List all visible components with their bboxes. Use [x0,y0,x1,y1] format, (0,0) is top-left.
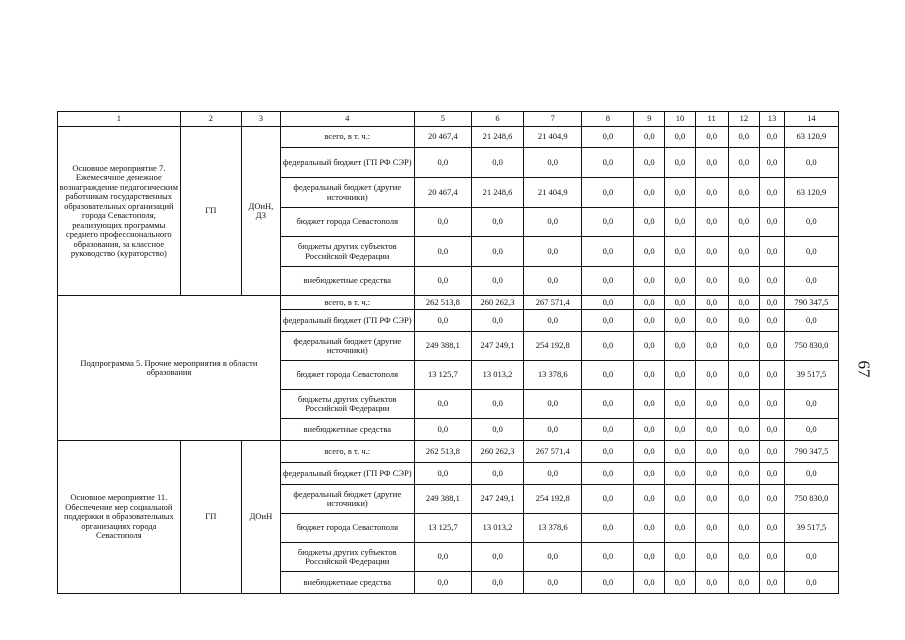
amount-value: 0,0 [760,543,785,572]
amount-value: 0,0 [524,543,582,572]
amount-value: 0,0 [524,148,582,178]
amount-value: 0,0 [728,237,760,267]
funding-source: бюджеты других субъектов Российской Федерации [280,543,414,572]
amount-value: 0,0 [695,332,728,361]
amount-value: 0,0 [524,463,582,485]
amount-value: 21 248,6 [471,178,523,208]
program-code: ГП [180,127,241,296]
page-number: 67 [854,360,874,378]
amount-value: 13 125,7 [414,361,471,390]
amount-value: 0,0 [634,463,665,485]
amount-value: 0,0 [582,178,634,208]
column-number: 14 [784,112,838,127]
amount-value: 0,0 [728,310,760,332]
amount-value: 267 571,4 [524,441,582,463]
amount-value: 0,0 [760,485,785,514]
amount-value: 0,0 [665,127,696,148]
amount-value: 13 125,7 [414,514,471,543]
amount-value: 260 262,3 [471,441,523,463]
column-number: 7 [524,112,582,127]
funding-source: бюджет города Севастополя [280,361,414,390]
amount-value: 0,0 [695,361,728,390]
amount-value: 13 013,2 [471,514,523,543]
amount-value: 0,0 [728,463,760,485]
amount-value: 0,0 [760,332,785,361]
amount-value: 0,0 [665,463,696,485]
amount-value: 0,0 [665,332,696,361]
funding-source: всего, в т. ч.: [280,441,414,463]
total-value: 750 830,0 [784,485,838,514]
amount-value: 0,0 [760,310,785,332]
amount-value: 0,0 [471,148,523,178]
section-title: Основное мероприятие 11. Обеспечение мер социальной поддержки в образовательных организациях города Севастополя [58,441,181,594]
column-number: 4 [280,112,414,127]
amount-value: 0,0 [582,514,634,543]
amount-value: 0,0 [665,178,696,208]
total-value: 0,0 [784,419,838,441]
amount-value: 0,0 [665,390,696,419]
amount-value: 0,0 [695,237,728,267]
amount-value: 0,0 [524,310,582,332]
amount-value: 0,0 [414,208,471,237]
amount-value: 254 192,8 [524,485,582,514]
amount-value: 20 467,4 [414,127,471,148]
amount-value: 0,0 [582,441,634,463]
amount-value: 0,0 [414,543,471,572]
amount-value: 13 378,6 [524,514,582,543]
amount-value: 0,0 [582,361,634,390]
amount-value: 0,0 [634,572,665,594]
funding-source: федеральный бюджет (ГП РФ СЭР) [280,463,414,485]
amount-value: 0,0 [414,419,471,441]
total-value: 63 120,9 [784,178,838,208]
funding-source: внебюджетные средства [280,419,414,441]
column-number: 3 [241,112,280,127]
amount-value: 249 388,1 [414,332,471,361]
amount-value: 0,0 [760,463,785,485]
amount-value: 0,0 [582,390,634,419]
table-row [58,296,839,310]
amount-value: 0,0 [582,148,634,178]
amount-value: 0,0 [760,237,785,267]
amount-value: 0,0 [760,127,785,148]
amount-value: 0,0 [634,237,665,267]
amount-value: 0,0 [665,148,696,178]
column-number: 6 [471,112,523,127]
amount-value: 262 513,8 [414,441,471,463]
amount-value: 254 192,8 [524,332,582,361]
amount-value: 249 388,1 [414,485,471,514]
amount-value: 0,0 [471,390,523,419]
amount-value: 0,0 [634,485,665,514]
executor: ДОиН [241,441,280,594]
column-number: 8 [582,112,634,127]
funding-source: федеральный бюджет (другие источники) [280,178,414,208]
amount-value: 0,0 [695,514,728,543]
amount-value: 0,0 [414,237,471,267]
total-value: 0,0 [784,237,838,267]
amount-value: 0,0 [665,208,696,237]
column-number-row [58,112,839,127]
amount-value: 0,0 [471,572,523,594]
total-value: 790 347,5 [784,441,838,463]
amount-value: 0,0 [634,543,665,572]
amount-value: 0,0 [728,148,760,178]
amount-value: 0,0 [695,572,728,594]
amount-value: 0,0 [728,332,760,361]
amount-value: 0,0 [524,267,582,296]
amount-value: 0,0 [728,267,760,296]
amount-value: 0,0 [634,208,665,237]
amount-value: 0,0 [695,310,728,332]
amount-value: 0,0 [665,543,696,572]
amount-value: 0,0 [760,267,785,296]
total-value: 0,0 [784,572,838,594]
amount-value: 247 249,1 [471,332,523,361]
amount-value: 0,0 [582,208,634,237]
amount-value: 0,0 [634,441,665,463]
budget-table-body [58,127,839,594]
total-value: 0,0 [784,543,838,572]
amount-value: 13 378,6 [524,361,582,390]
amount-value: 0,0 [634,390,665,419]
funding-source: бюджеты других субъектов Российской Федерации [280,390,414,419]
amount-value: 0,0 [582,310,634,332]
amount-value: 0,0 [582,419,634,441]
amount-value: 0,0 [695,485,728,514]
amount-value: 0,0 [695,208,728,237]
funding-source: бюджет города Севастополя [280,208,414,237]
amount-value: 0,0 [524,572,582,594]
amount-value: 0,0 [695,148,728,178]
amount-value: 0,0 [634,178,665,208]
amount-value: 0,0 [634,127,665,148]
total-value: 790 347,5 [784,296,838,310]
total-value: 750 830,0 [784,332,838,361]
amount-value: 0,0 [695,267,728,296]
amount-value: 0,0 [524,208,582,237]
amount-value: 0,0 [728,390,760,419]
section-title: Подпрограмма 5. Прочие мероприятия в области образования [58,296,281,441]
amount-value: 0,0 [695,419,728,441]
amount-value: 20 467,4 [414,178,471,208]
amount-value: 0,0 [582,296,634,310]
amount-value: 0,0 [414,463,471,485]
amount-value: 0,0 [760,208,785,237]
amount-value: 0,0 [582,543,634,572]
amount-value: 267 571,4 [524,296,582,310]
amount-value: 0,0 [665,267,696,296]
section-title: Основное мероприятие 7. Ежемесячное денежное вознаграждение педагогическим работникам государственных образовательных организаций города Севастополя, реализующих программы среднего профессионального образования, за классное руководство (кураторство) [58,127,181,296]
amount-value: 247 249,1 [471,485,523,514]
total-value: 0,0 [784,310,838,332]
amount-value: 0,0 [634,267,665,296]
amount-value: 0,0 [634,296,665,310]
amount-value: 0,0 [728,361,760,390]
amount-value: 0,0 [414,148,471,178]
amount-value: 0,0 [471,419,523,441]
amount-value: 0,0 [665,237,696,267]
amount-value: 0,0 [695,441,728,463]
budget-table [57,111,839,594]
column-number: 12 [728,112,760,127]
amount-value: 0,0 [665,296,696,310]
amount-value: 0,0 [471,237,523,267]
amount-value: 0,0 [471,310,523,332]
program-code: ГП [180,441,241,594]
amount-value: 0,0 [728,441,760,463]
amount-value: 0,0 [728,572,760,594]
amount-value: 0,0 [760,390,785,419]
amount-value: 0,0 [695,127,728,148]
amount-value: 0,0 [471,543,523,572]
funding-source: бюджет города Севастополя [280,514,414,543]
amount-value: 0,0 [634,310,665,332]
funding-source: внебюджетные средства [280,267,414,296]
amount-value: 0,0 [728,296,760,310]
amount-value: 21 404,9 [524,178,582,208]
table-row [58,127,839,148]
amount-value: 0,0 [634,332,665,361]
amount-value: 0,0 [582,332,634,361]
amount-value: 0,0 [665,310,696,332]
total-value: 0,0 [784,208,838,237]
funding-source: федеральный бюджет (ГП РФ СЭР) [280,148,414,178]
funding-source: бюджеты других субъектов Российской Федерации [280,237,414,267]
amount-value: 262 513,8 [414,296,471,310]
total-value: 0,0 [784,463,838,485]
amount-value: 0,0 [728,514,760,543]
amount-value: 0,0 [665,572,696,594]
column-number: 9 [634,112,665,127]
amount-value: 0,0 [634,514,665,543]
amount-value: 0,0 [695,390,728,419]
amount-value: 0,0 [695,178,728,208]
amount-value: 0,0 [582,463,634,485]
amount-value: 21 404,9 [524,127,582,148]
amount-value: 0,0 [695,543,728,572]
total-value: 39 517,5 [784,514,838,543]
amount-value: 0,0 [728,543,760,572]
amount-value: 0,0 [634,148,665,178]
total-value: 0,0 [784,390,838,419]
total-value: 39 517,5 [784,361,838,390]
amount-value: 0,0 [524,237,582,267]
column-number: 5 [414,112,471,127]
amount-value: 0,0 [414,390,471,419]
amount-value: 0,0 [728,127,760,148]
funding-source: федеральный бюджет (ГП РФ СЭР) [280,310,414,332]
amount-value: 0,0 [728,419,760,441]
amount-value: 0,0 [414,310,471,332]
amount-value: 0,0 [665,419,696,441]
funding-source: всего, в т. ч.: [280,127,414,148]
column-number: 13 [760,112,785,127]
amount-value: 0,0 [414,572,471,594]
amount-value: 0,0 [728,178,760,208]
amount-value: 0,0 [634,419,665,441]
total-value: 63 120,9 [784,127,838,148]
column-number: 1 [58,112,181,127]
amount-value: 0,0 [728,485,760,514]
total-value: 0,0 [784,267,838,296]
amount-value: 0,0 [471,208,523,237]
amount-value: 0,0 [760,148,785,178]
amount-value: 0,0 [582,572,634,594]
column-number: 2 [180,112,241,127]
amount-value: 21 248,6 [471,127,523,148]
amount-value: 0,0 [582,485,634,514]
column-number: 10 [665,112,696,127]
table-row [58,441,839,463]
amount-value: 0,0 [760,572,785,594]
amount-value: 0,0 [760,419,785,441]
funding-source: внебюджетные средства [280,572,414,594]
funding-source: всего, в т. ч.: [280,296,414,310]
amount-value: 0,0 [695,296,728,310]
amount-value: 0,0 [695,463,728,485]
funding-source: федеральный бюджет (другие источники) [280,485,414,514]
executor: ДОиН, ДЗ [241,127,280,296]
amount-value: 0,0 [471,267,523,296]
amount-value: 0,0 [582,237,634,267]
column-number: 11 [695,112,728,127]
amount-value: 0,0 [665,485,696,514]
amount-value: 0,0 [760,441,785,463]
amount-value: 0,0 [524,419,582,441]
amount-value: 0,0 [760,361,785,390]
amount-value: 260 262,3 [471,296,523,310]
amount-value: 0,0 [582,267,634,296]
funding-source: федеральный бюджет (другие источники) [280,332,414,361]
amount-value: 0,0 [665,514,696,543]
amount-value: 0,0 [665,361,696,390]
amount-value: 0,0 [760,514,785,543]
amount-value: 0,0 [582,127,634,148]
amount-value: 0,0 [760,296,785,310]
amount-value: 0,0 [414,267,471,296]
total-value: 0,0 [784,148,838,178]
amount-value: 0,0 [524,390,582,419]
amount-value: 0,0 [634,361,665,390]
amount-value: 0,0 [665,441,696,463]
amount-value: 0,0 [471,463,523,485]
amount-value: 0,0 [728,208,760,237]
amount-value: 13 013,2 [471,361,523,390]
amount-value: 0,0 [760,178,785,208]
